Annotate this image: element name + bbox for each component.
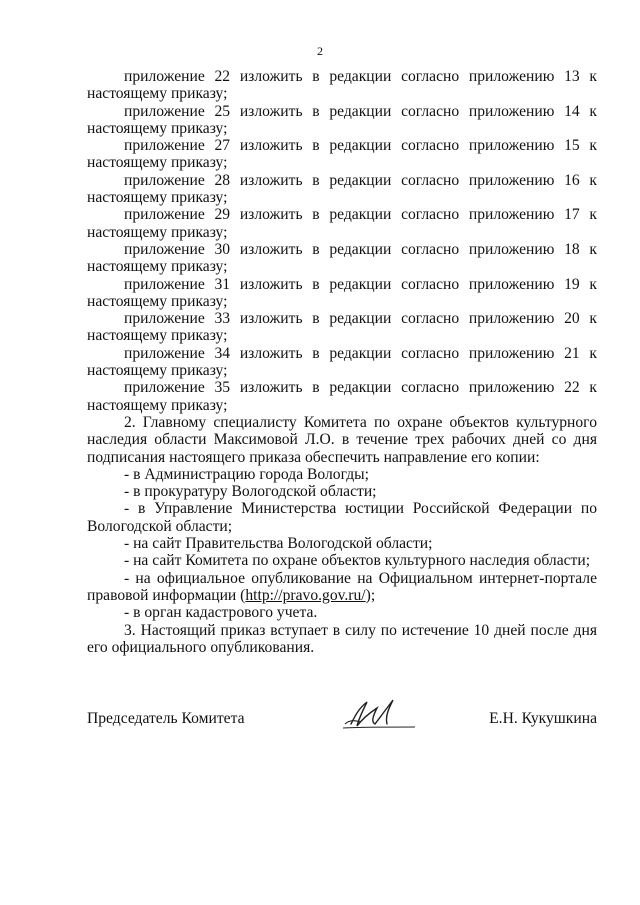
recipient-official-publication-cont <box>87 587 597 604</box>
section-2-line: 2. Главному специалисту Комитета по охране объектов культурного <box>124 413 597 431</box>
appendix-item-line: приложение 27 изложить в редакции согласно приложению 15 к <box>124 137 597 155</box>
pravo-gov-link[interactable]: http://pravo.gov.ru/ <box>245 586 366 604</box>
appendix-item-line: настоящему приказу; <box>87 189 228 207</box>
appendix-item-line: настоящему приказу; <box>87 362 228 380</box>
official-suffix: ); <box>365 586 376 604</box>
recipient-official-publication: - на официальное опубликование на Официальном интернет-портале <box>124 569 597 587</box>
recipient-administration: - в Администрацию города Вологды; <box>124 465 369 483</box>
document-body <box>87 68 597 656</box>
appendix-item-line: приложение 33 изложить в редакции согласно приложению 20 к <box>124 310 597 328</box>
appendix-item-line: приложение 34 изложить в редакции согласно приложению 21 к <box>124 344 597 362</box>
appendix-item-line: настоящему приказу; <box>87 396 228 414</box>
official-prefix: правовой информации ( <box>87 586 246 604</box>
section-3-line: 3. Настоящий приказ вступает в силу по истечение 10 дней после дня <box>124 621 597 639</box>
section-2 <box>87 414 597 622</box>
recipient-committee-site: - на сайт Комитета по охране объектов культурного наследия области; <box>124 552 591 570</box>
appendix-item-line: приложение 30 изложить в редакции согласно приложению 18 к <box>124 240 597 258</box>
section-2-line: наследия области Максимовой Л.О. в течение трех рабочих дней со дня <box>87 431 597 449</box>
appendix-item-line: настоящему приказу; <box>87 119 228 137</box>
appendix-item-line: приложение 31 изложить в редакции согласно приложению 19 к <box>124 275 597 293</box>
appendix-item-line: приложение 22 изложить в редакции согласно приложению 13 к <box>124 68 597 85</box>
appendix-item-line: приложение 25 изложить в редакции согласно приложению 14 к <box>124 102 597 120</box>
signature-block <box>87 694 597 744</box>
recipient-gov-site: - на сайт Правительства Вологодской области; <box>124 535 433 553</box>
appendix-item-line: настоящему приказу; <box>87 85 228 103</box>
appendix-item-line: настоящему приказу; <box>87 292 228 310</box>
handwritten-signature <box>337 694 417 734</box>
recipient-cadastre: - в орган кадастрового учета. <box>124 604 318 622</box>
signatory-name: Е.Н. Кукушкина <box>489 710 597 727</box>
appendix-item-line: настоящему приказу; <box>87 327 228 345</box>
appendix-item-line: приложение 35 изложить в редакции согласно приложению 22 к <box>124 379 597 397</box>
recipient-prosecutor: - в прокуратуру Вологодской области; <box>124 483 377 501</box>
section-3 <box>87 622 597 657</box>
appendix-item-line: настоящему приказу; <box>87 154 228 172</box>
appendix-item-line: приложение 28 изложить в редакции согласно приложению 16 к <box>124 171 597 189</box>
appendix-item-line: настоящему приказу; <box>87 223 228 241</box>
section-2-line: подписания настоящего приказа обеспечить направление его копии: <box>87 448 540 466</box>
appendix-item-line: приложение 29 изложить в редакции согласно приложению 17 к <box>124 206 597 224</box>
appendix-list <box>87 68 597 414</box>
recipient-ministry-cont: Вологодской области; <box>87 517 233 535</box>
recipient-ministry: - в Управление Министерства юстиции Российской Федерации по <box>124 500 597 518</box>
page-number: 2 <box>317 44 323 58</box>
signatory-title: Председатель Комитета <box>87 710 245 727</box>
appendix-item-line: настоящему приказу; <box>87 258 228 276</box>
section-3-line: его официального опубликования. <box>87 638 315 656</box>
